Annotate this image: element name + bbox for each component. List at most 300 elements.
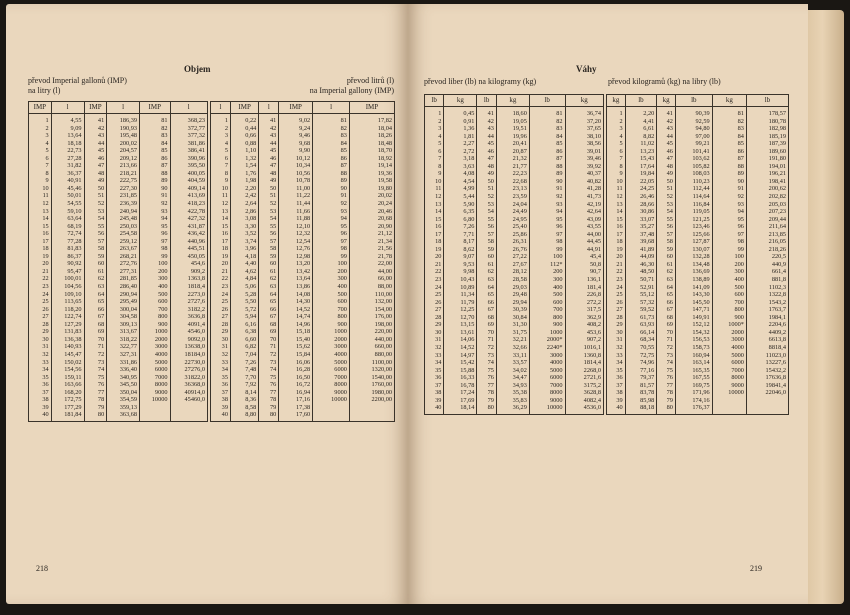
table-row: [211, 283, 395, 291]
table-cell: 2,42: [230, 192, 258, 200]
table-row: [425, 133, 604, 141]
table-cell: 37: [211, 389, 231, 397]
table-cell: 44,45: [565, 238, 603, 246]
table-cell: 39: [211, 404, 231, 412]
table-cell: 1320,00: [349, 366, 394, 374]
table-row: [29, 374, 208, 382]
table-cell: 200: [313, 268, 350, 276]
table-cell: 24: [29, 291, 52, 299]
table-row: [211, 170, 395, 178]
table-cell: 158,73: [675, 344, 712, 352]
table-cell: 1,81: [444, 133, 477, 141]
table-cell: 94: [529, 208, 565, 216]
table-cell: 27: [29, 313, 52, 321]
table-cell: 40: [29, 411, 52, 421]
table-cell: 5,72: [230, 306, 258, 314]
table-cell: 53: [477, 201, 496, 209]
table-cell: 900: [712, 314, 746, 322]
table-cell: 17: [211, 238, 231, 246]
table-cell: 94: [712, 208, 746, 216]
table-cell: 90,39: [675, 107, 712, 118]
table-cell: 198,00: [349, 321, 394, 329]
table-row: [425, 359, 604, 367]
table-cell: 3182,2: [170, 306, 207, 314]
table-row: [29, 343, 208, 351]
table-cell: 45: [477, 140, 496, 148]
section-title-volume: Objem: [184, 64, 211, 74]
table-cell: 11: [29, 192, 52, 200]
table-cell: 93: [529, 201, 565, 209]
table-row: [29, 200, 208, 208]
table-cell: 56: [657, 223, 676, 231]
table-cell: 20,90: [349, 223, 394, 231]
table-cell: 7,70: [230, 374, 258, 382]
table-cell: 84: [140, 140, 170, 148]
table-cell: 4000: [313, 351, 350, 359]
table-cell: 25: [29, 298, 52, 306]
table-cell: 62: [477, 268, 496, 276]
table-cell: 1984,1: [746, 314, 788, 322]
table-cell: 12,76: [279, 245, 313, 253]
table-cell: 9: [211, 177, 231, 185]
table-cell: 96: [140, 230, 170, 238]
table-cell: 4409,2: [746, 329, 788, 337]
table-cell: 31: [425, 336, 444, 344]
table-cell: 16,06: [279, 359, 313, 367]
table-row: [211, 245, 395, 253]
table-cell: [170, 411, 207, 421]
table-cell: 39,68: [625, 238, 657, 246]
table-cell: 23: [425, 276, 444, 284]
table-cell: 295,49: [107, 298, 140, 306]
table-cell: 34,02: [496, 367, 529, 375]
table-cell: 29: [211, 328, 231, 336]
table-cell: 9000: [313, 389, 350, 397]
table-header-row: [607, 95, 789, 107]
table-cell: 2273,0: [170, 291, 207, 299]
table-cell: 59: [259, 253, 279, 261]
table-cell: 32: [211, 351, 231, 359]
table-cell: 8,58: [230, 404, 258, 412]
table-cell: 26,76: [496, 246, 529, 254]
table-cell: 2: [29, 125, 52, 133]
table-row: [29, 275, 208, 283]
table-cell: 171,96: [675, 389, 712, 397]
table-cell: 218,26: [746, 246, 788, 254]
table-cell: 48: [84, 170, 107, 178]
table-cell: 8: [29, 170, 52, 178]
table-cell: 14,97: [444, 352, 477, 360]
table-cell: 300: [712, 268, 746, 276]
table-row: [607, 352, 789, 360]
table-cell: 96: [712, 223, 746, 231]
table-row: [425, 268, 604, 276]
table-cell: 263,67: [107, 245, 140, 253]
table-cell: 5,94: [230, 313, 258, 321]
table-cell: 130,07: [675, 246, 712, 254]
table-cell: 119,05: [675, 208, 712, 216]
table-cell: 21: [211, 268, 231, 276]
table-cell: 67: [477, 306, 496, 314]
table-cell: 122,74: [51, 313, 84, 321]
table-cell: 10,89: [444, 284, 477, 292]
table-cell: 4082,4: [565, 397, 603, 405]
table-row: [607, 107, 789, 118]
table-cell: 4: [607, 133, 626, 141]
table-cell: 49: [84, 177, 107, 185]
table-row: [607, 367, 789, 375]
table-row: [29, 132, 208, 140]
table-cell: 386,41: [170, 147, 207, 155]
table-cell: 154,56: [51, 366, 84, 374]
table-cell: 95: [313, 223, 350, 231]
table-cell: 50,01: [51, 192, 84, 200]
table-cell: 92: [313, 200, 350, 208]
table-cell: 200: [712, 261, 746, 269]
table-row: [607, 201, 789, 209]
table-row: [425, 321, 604, 329]
table-cell: 34,93: [496, 382, 529, 390]
table-cell: 445,51: [170, 245, 207, 253]
table-row: [425, 352, 604, 360]
table-cell: 5000: [529, 367, 565, 375]
column-header: l: [51, 102, 84, 114]
table-cell: 54: [259, 215, 279, 223]
table-cell: 112,44: [675, 185, 712, 193]
table-cell: 35,83: [496, 397, 529, 405]
table-cell: 57: [259, 238, 279, 246]
table-cell: 12,10: [279, 223, 313, 231]
table-cell: 181,84: [51, 411, 84, 421]
table-row: [607, 306, 789, 314]
table-row: [29, 321, 208, 329]
table-cell: 1363,8: [170, 275, 207, 283]
table-cell: 34: [211, 366, 231, 374]
table-cell: 35,38: [496, 389, 529, 397]
table-cell: 37: [425, 382, 444, 390]
column-header: l: [313, 102, 350, 114]
column-header: lb: [675, 95, 712, 107]
table-cell: 18: [607, 238, 626, 246]
table-cell: 49: [477, 170, 496, 178]
table-row: [607, 148, 789, 156]
table-cell: 254,58: [107, 230, 140, 238]
table-cell: 16,50: [279, 374, 313, 382]
table-cell: 23: [607, 276, 626, 284]
table-cell: 2240*: [529, 344, 565, 352]
table-row: [425, 382, 604, 390]
table-cell: 58: [477, 238, 496, 246]
table-cell: 900: [313, 321, 350, 329]
table-cell: 1: [607, 107, 626, 118]
table-cell: 13227,6: [746, 359, 788, 367]
table-cell: 45: [657, 140, 676, 148]
table-cell: 240,94: [107, 208, 140, 216]
table-cell: 163,14: [675, 359, 712, 367]
table-cell: 15: [211, 223, 231, 231]
table-row: [607, 193, 789, 201]
table-cell: 127,87: [675, 238, 712, 246]
header-kg-to-lb: převod kilogramů (kg) na libry (lb): [608, 77, 721, 86]
table-row: [607, 118, 789, 126]
table-cell: 21,78: [349, 253, 394, 261]
table-row: [29, 192, 208, 200]
table-row: [425, 178, 604, 186]
table-cell: 37: [607, 382, 626, 390]
table-cell: 87: [529, 155, 565, 163]
table-row: [607, 155, 789, 163]
table-cell: 56: [477, 223, 496, 231]
table-cell: 195,48: [107, 132, 140, 140]
table-cell: 71: [84, 343, 107, 351]
table-cell: 17,16: [279, 396, 313, 404]
table-cell: 81: [140, 114, 170, 125]
table-cell: 3000: [529, 352, 565, 360]
table-cell: 86: [712, 148, 746, 156]
table-row: [29, 223, 208, 231]
table-cell: 70,55: [625, 344, 657, 352]
table-cell: 6,61: [625, 125, 657, 133]
table-cell: 48,50: [625, 268, 657, 276]
table-cell: 20,41: [496, 140, 529, 148]
table-cell: 50: [84, 185, 107, 193]
table-cell: 110,23: [675, 178, 712, 186]
table-cell: 35: [211, 374, 231, 382]
table-row: [607, 276, 789, 284]
table-cell: 1,54: [230, 162, 258, 170]
table-row: [211, 125, 395, 133]
table-cell: 78: [657, 389, 676, 397]
table-cell: 400: [313, 283, 350, 291]
table-cell: 23: [29, 283, 52, 291]
table-cell: 69: [477, 321, 496, 329]
table-cell: 41,28: [565, 185, 603, 193]
column-header: l: [107, 102, 140, 114]
table-cell: 5,44: [444, 193, 477, 201]
table-cell: 3,08: [230, 215, 258, 223]
table-cell: 85,98: [625, 397, 657, 405]
table-cell: 109,10: [51, 291, 84, 299]
table-cell: 143,30: [675, 291, 712, 299]
table-cell: 22046,0: [746, 389, 788, 397]
table-cell: 8: [425, 163, 444, 171]
table-cell: 145,50: [675, 299, 712, 307]
table-row: [29, 177, 208, 185]
table-cell: 395,50: [170, 162, 207, 170]
table-cell: 91: [313, 192, 350, 200]
table-cell: 80: [477, 404, 496, 414]
table-cell: 21: [425, 261, 444, 269]
table-row: [29, 245, 208, 253]
table-cell: 97: [529, 231, 565, 239]
table-cell: 98: [140, 245, 170, 253]
table-cell: 32: [29, 351, 52, 359]
table-cell: 65: [477, 291, 496, 299]
table-row: [29, 140, 208, 148]
table-cell: 19: [29, 253, 52, 261]
table-cell: 7,04: [230, 351, 258, 359]
table-cell: 9000: [529, 397, 565, 405]
table-cell: 44: [259, 140, 279, 148]
table-cell: 16,78: [444, 382, 477, 390]
table-cell: 29: [29, 328, 52, 336]
table-row: [29, 411, 208, 421]
table-cell: 16: [211, 230, 231, 238]
table-cell: 70: [477, 329, 496, 337]
table-cell: 189,60: [746, 148, 788, 156]
table-cell: 16: [425, 223, 444, 231]
table-cell: 91: [140, 192, 170, 200]
table-cell: 27: [425, 306, 444, 314]
table-cell: 202,82: [746, 193, 788, 201]
table-cell: 11,00: [279, 185, 313, 193]
table-cell: 37,48: [625, 231, 657, 239]
table-cell: 43: [657, 125, 676, 133]
table-cell: 28: [607, 314, 626, 322]
table-cell: 2: [211, 125, 231, 133]
table-cell: 2200,00: [349, 396, 394, 404]
table-cell: [746, 397, 788, 405]
table-cell: 1540,00: [349, 374, 394, 382]
table-cell: 123,46: [675, 223, 712, 231]
table-cell: 6,82: [230, 343, 258, 351]
table-cell: 46: [84, 155, 107, 163]
table-row: [29, 381, 208, 389]
table-header-row: [211, 102, 395, 114]
table-cell: 60: [657, 253, 676, 261]
table-cell: [313, 404, 350, 412]
table-cell: 1,36: [444, 125, 477, 133]
table-cell: 88,18: [625, 404, 657, 414]
table-cell: 5000: [712, 352, 746, 360]
table-cell: 92,59: [675, 118, 712, 126]
table-cell: 29,94: [496, 299, 529, 307]
table-row: [29, 125, 208, 133]
table-cell: 59,52: [625, 306, 657, 314]
table-cell: 55: [259, 223, 279, 231]
table-cell: 2,20: [625, 107, 657, 118]
table-cell: 24,95: [496, 216, 529, 224]
table-cell: 93: [313, 208, 350, 216]
table-cell: 10000: [712, 389, 746, 397]
table-cell: 281,85: [107, 275, 140, 283]
table-cell: 131,83: [51, 328, 84, 336]
table-cell: 67: [259, 313, 279, 321]
table-cell: 163,66: [51, 381, 84, 389]
table-cell: 4,55: [51, 114, 84, 125]
table-cell: 85: [529, 140, 565, 148]
table-cell: 9,53: [444, 261, 477, 269]
table-cell: 268,21: [107, 253, 140, 261]
table-cell: 7000: [529, 382, 565, 390]
table-cell: 362,9: [565, 314, 603, 322]
table-cell: 57,32: [625, 299, 657, 307]
table-cell: 100: [529, 253, 565, 261]
table-row: [211, 411, 395, 421]
table-row: [211, 215, 395, 223]
table-row: [607, 246, 789, 254]
table-cell: 1760,00: [349, 381, 394, 389]
table-cell: 48: [477, 163, 496, 171]
table-row: [29, 215, 208, 223]
column-header: IMP: [29, 102, 52, 114]
table-cell: 67: [84, 313, 107, 321]
table-cell: 51: [84, 192, 107, 200]
table-cell: 10000: [140, 396, 170, 404]
table-cell: 97,00: [675, 133, 712, 141]
table-cell: 138,89: [675, 276, 712, 284]
table-cell: 3628,8: [565, 389, 603, 397]
table-cell: 29: [425, 321, 444, 329]
table-cell: 40,82: [565, 178, 603, 186]
table-cell: 89: [712, 170, 746, 178]
table-cell: 42: [259, 125, 279, 133]
table-cell: 19841,4: [746, 382, 788, 390]
table-cell: 5: [29, 147, 52, 155]
table-cell: 31: [607, 336, 626, 344]
table-cell: 500: [529, 291, 565, 299]
table-row: [425, 299, 604, 307]
page-number: 218: [36, 564, 48, 573]
table-cell: 363,68: [107, 411, 140, 421]
table-row: [607, 178, 789, 186]
table-cell: 39,46: [565, 155, 603, 163]
table-cell: 22: [211, 275, 231, 283]
table-row: [211, 140, 395, 148]
table-cell: 14,52: [279, 306, 313, 314]
table-cell: 79: [259, 404, 279, 412]
table-row: [211, 155, 395, 163]
table-cell: 61: [259, 268, 279, 276]
table-row: [29, 291, 208, 299]
table-cell: 89: [140, 177, 170, 185]
table-cell: 600: [712, 291, 746, 299]
table-row: [607, 299, 789, 307]
table-cell: 29,48: [496, 291, 529, 299]
table-cell: 27: [607, 306, 626, 314]
table-cell: 83: [313, 132, 350, 140]
table-cell: 213,66: [107, 162, 140, 170]
table-cell: 272,2: [565, 299, 603, 307]
table-row: [29, 366, 208, 374]
table-cell: 22,73: [51, 147, 84, 155]
table-cell: 15: [29, 223, 52, 231]
table-cell: 36: [29, 381, 52, 389]
table-cell: 11,79: [444, 299, 477, 307]
table-cell: 3175,2: [565, 382, 603, 390]
table-row: [29, 238, 208, 246]
table-cell: 2,64: [230, 200, 258, 208]
table-row: [425, 216, 604, 224]
table-cell: 413,69: [170, 192, 207, 200]
table-cell: 19: [425, 246, 444, 254]
table-row: [425, 397, 604, 405]
table-cell: 25: [211, 298, 231, 306]
table-lb-to-kg: [424, 94, 604, 415]
table-cell: 22,68: [496, 178, 529, 186]
table-cell: 0,22: [230, 114, 258, 125]
table-cell: 8,62: [444, 246, 477, 254]
table-cell: 167,55: [675, 374, 712, 382]
table-cell: 63: [84, 283, 107, 291]
table-cell: 42,19: [565, 201, 603, 209]
column-header: lb: [746, 95, 788, 107]
table-cell: 121,25: [675, 216, 712, 224]
table-cell: 44: [657, 133, 676, 141]
table-row: [211, 260, 395, 268]
table-cell: 69: [657, 321, 676, 329]
table-cell: 76: [259, 381, 279, 389]
